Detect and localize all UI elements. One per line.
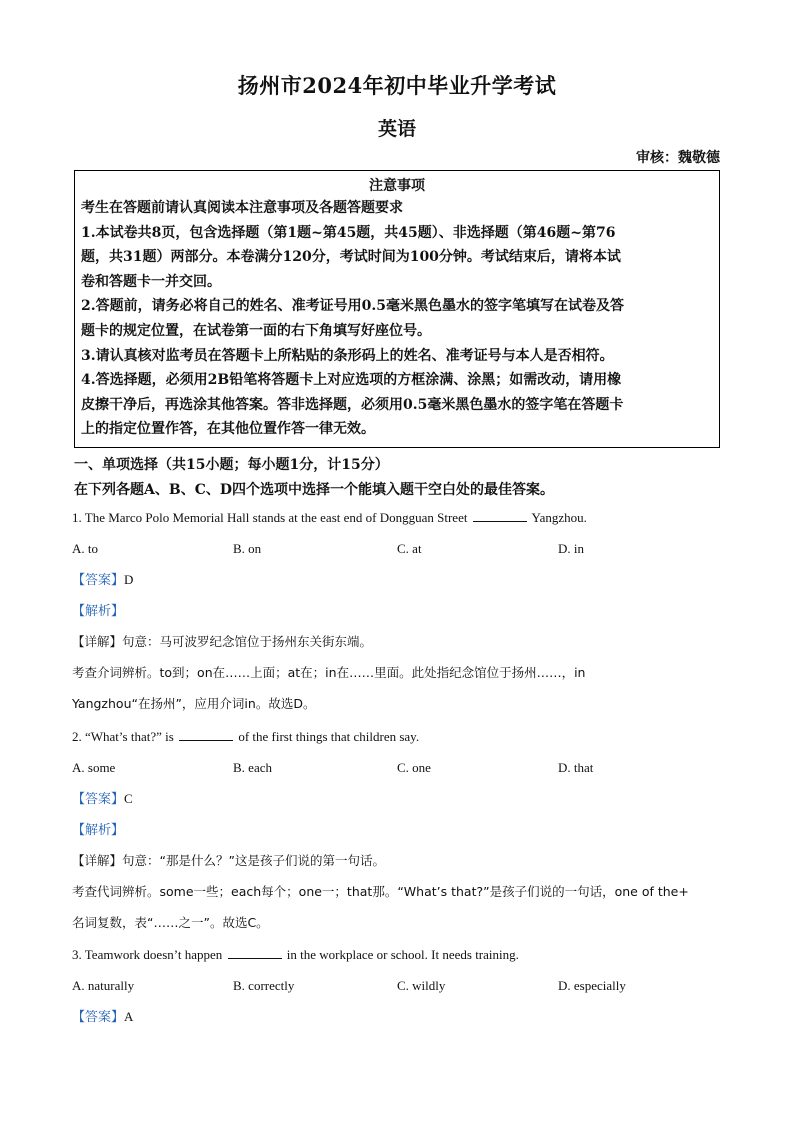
subject-title: 英语 (377, 118, 416, 140)
answer-line (72, 790, 133, 809)
option-c: C. one (397, 760, 431, 775)
explanation-line (72, 695, 315, 713)
answer-tag: 【答案】 (72, 792, 125, 807)
option-b: B. on (233, 541, 262, 556)
section-heading: 一、单项选择（共15小题；每小题1分，计15分） (74, 457, 389, 473)
notice-line: 考生在答题前请认真阅读本注意事项及各题答题要求 (81, 200, 403, 216)
notice-line: 皮擦干净后，再选涂其他答案。答非选择题，必须用0.5毫米黑色墨水的签字笔在答题卡 (81, 396, 624, 413)
detail-tag: 【详解】 (72, 853, 123, 868)
answer-line (72, 1008, 133, 1027)
question-stem-text: of the first things that children say. (238, 729, 420, 744)
analysis-tag: 【解析】 (72, 823, 125, 838)
explanation-line (72, 914, 269, 932)
option-b: B. each (233, 760, 272, 775)
notice-box (74, 170, 720, 448)
notice-line: 卷和答题卡一并交回。 (81, 273, 221, 290)
option-c: C. wildly (397, 978, 446, 993)
option-c: C. at (397, 541, 422, 556)
option-a: A. to (72, 541, 98, 556)
answer-tag: 【答案】 (72, 1010, 125, 1025)
option-b: B. correctly (233, 978, 295, 993)
answer-blank (473, 509, 527, 522)
explanation-text: 考查代词辨析。some一些；each每个；one一；that那。“What’s that?”是孩子们说的一句话，one of the+ (72, 884, 689, 899)
question-2-stem (72, 728, 419, 746)
notice-title: 注意事项 (369, 178, 425, 194)
detail-line (72, 852, 385, 870)
explanation-text: 考查介词辨析。to到；on在……上面；at在；in在……里面。此处指纪念馆位于扬州……，in (72, 665, 586, 680)
explanation-text: Yangzhou“在扬州”，应用介词in。故选D。 (72, 696, 316, 711)
exam-title: 扬州市2024年初中毕业升学考试 (237, 73, 557, 98)
explanation-line (72, 883, 689, 901)
section-instruction: 在下列各题A、B、C、D四个选项中选择一个能填入题干空白处的最佳答案。 (74, 482, 554, 498)
detail-text: 句意：“那是什么？”这是孩子们说的第一句话。 (122, 853, 385, 868)
question-1-stem (72, 509, 587, 527)
question-stem-text: 1. The Marco Polo Memorial Hall stands at the east end of Dongguan Street (72, 510, 468, 525)
option-a: A. some (72, 760, 116, 775)
option-d: D. especially (558, 978, 626, 993)
answer-line (72, 571, 133, 590)
detail-text: 句意：马可波罗纪念馆位于扬州东关街东端。 (122, 634, 373, 649)
answer-value: D (124, 572, 134, 587)
reviewer-label: 审核：魏敬德 (636, 150, 720, 166)
answer-value: A (124, 1009, 134, 1024)
explanation-text: 名词复数，表“……之一”。故选C。 (72, 915, 269, 930)
question-stem-text: 3. Teamwork doesn’t happen (72, 947, 223, 962)
explanation-line (72, 664, 585, 682)
question-stem-text: 2. “What’s that?” is (72, 729, 174, 744)
analysis-tag: 【解析】 (72, 604, 125, 619)
analysis-line (72, 821, 124, 840)
notice-line: 题卡的规定位置，在试卷第一面的右下角填写好座位号。 (81, 322, 431, 339)
notice-line: 3.请认真核对监考员在答题卡上所粘贴的条形码上的姓名、准考证号与本人是否相符。 (81, 347, 614, 364)
question-stem-text: in the workplace or school. It needs training. (286, 947, 519, 962)
answer-blank (228, 946, 282, 959)
notice-line: 1.本试卷共8页，包含选择题（第1题~第45题，共45题）、非选择题（第46题~第76 (81, 224, 616, 241)
option-d: D. that (558, 760, 594, 775)
notice-line: 2.答题前，请务必将自己的姓名、准考证号用0.5毫米黑色墨水的签字笔填写在试卷及答 (81, 298, 624, 315)
answer-blank (179, 728, 233, 741)
option-d: D. in (558, 541, 584, 556)
notice-line: 上的指定位置作答，在其他位置作答一律无效。 (81, 421, 375, 438)
question-stem-text: Yangzhou. (531, 510, 587, 525)
notice-line: 题，共31题）两部分。本卷满分120分，考试时间为100分钟。考试结束后，请将本试 (81, 249, 621, 266)
question-3-stem (72, 946, 519, 964)
notice-line: 4.答选择题，必须用2B铅笔将答题卡上对应选项的方框涂满、涂黑；如需改动，请用橡 (81, 372, 622, 389)
answer-value: C (124, 791, 133, 806)
analysis-line (72, 602, 124, 621)
answer-tag: 【答案】 (72, 573, 125, 588)
option-a: A. naturally (72, 978, 135, 993)
detail-tag: 【详解】 (72, 634, 123, 649)
detail-line (72, 633, 372, 651)
